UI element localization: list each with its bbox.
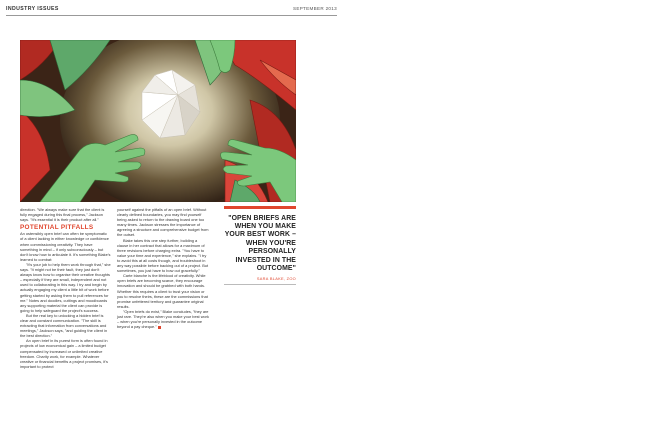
closing-quote: "Open briefs do exist," Blake concludes, "they are just rare. They're also when you make your best work – when you're personally invested in the outcome beyond a pay cheque." (117, 308, 209, 330)
pull-quote-attribution: SARA BLAKE, ZOO (256, 276, 296, 282)
pull-quote-text: "OPEN BRIEFS ARE WHEN YOU MAKE YOUR BEST WORK – WHEN YOU'RE PERSONALLY INVESTED IN THE OUTCOME" (224, 214, 296, 272)
pull-quote-rule (224, 206, 296, 209)
header-divider (6, 15, 337, 16)
paragraph: direction. "We always make sure that the client is fully engaged during this final process," Jackson says. "It's essential it is their product after all." (20, 207, 105, 223)
article-column-1 (20, 207, 111, 369)
paragraph: An open brief in its purest form is often found in projects of low economical gain – a limited budget compensated by increased or unlimited creative freedom. Charity work, for example. Whatever creative or financial benefits a project promises, it's important to protect (20, 338, 108, 369)
subheading: POTENTIAL PITFALLS (20, 224, 94, 232)
pull-quote-bottom-rule (224, 284, 296, 285)
paragraph (117, 309, 209, 329)
paragraph: "It's your job to help them work through that," she says. "It might not be their fault, they just don't always know how to organise their creative thoughts – especially if they are small, independent and not used to collaborating in this way. I try and begin by actually engaging my client a little bit of work before getting started by asking them to pull references for me." Notes and doodles, cuttings and moodboards any supporting material the client can provide is going to help safeguard the project's success. (20, 261, 111, 313)
section-header: INDUSTRY ISSUES (6, 6, 59, 12)
hands-and-crystal-illustration (20, 40, 296, 202)
paragraph: An ostensibly open brief can often be symptomatic of a client lacking in either knowledge or confidence when commissioning creativity. They have something in mind – if only subconsciously – but don't know how to articulate it. It's something Blake's learned to combat: (20, 231, 111, 262)
pull-quote (224, 206, 296, 285)
paragraph: Blake takes this one step further, building a clause in her contract that allows for a maximum of three revisions before charging extra. "You have to value your time and experience," she explains. "I try to avoid this at all costs though, and troubleshoot in any way possible before backing out of a project. But sometimes, you just have to bow out gracefully." (117, 237, 209, 274)
article-column-2 (117, 207, 209, 329)
paragraph: But the real key to unlocking a hidden brief is clear and constant communication. "The skill is extracting that information from conversations and meetings," Jackson says, "and guiding the client in the best direction." (20, 312, 108, 339)
end-mark-icon (158, 326, 161, 329)
paragraph: Carte blanche is the lifeblood of creativity. While open briefs are becoming scarce, they encourage innovation and should be grabbed with both hands. Whether this requires a client to trust your vision or you to resolve theirs, these are the commissions that promise unfettered territory and guarantee original results. (117, 273, 208, 309)
paragraph: yourself against the pitfalls of an open brief. Without clearly defined boundaries, you may find yourself being asked to return to the drawing board one too many times. Jackson stresses the importance of agreeing a structure and comprehensive budget from the outset. (117, 207, 209, 238)
right-page (300, 10, 632, 426)
illustration-graphic (20, 40, 296, 202)
issue-date: SEPTEMBER 2013 (292, 6, 337, 11)
